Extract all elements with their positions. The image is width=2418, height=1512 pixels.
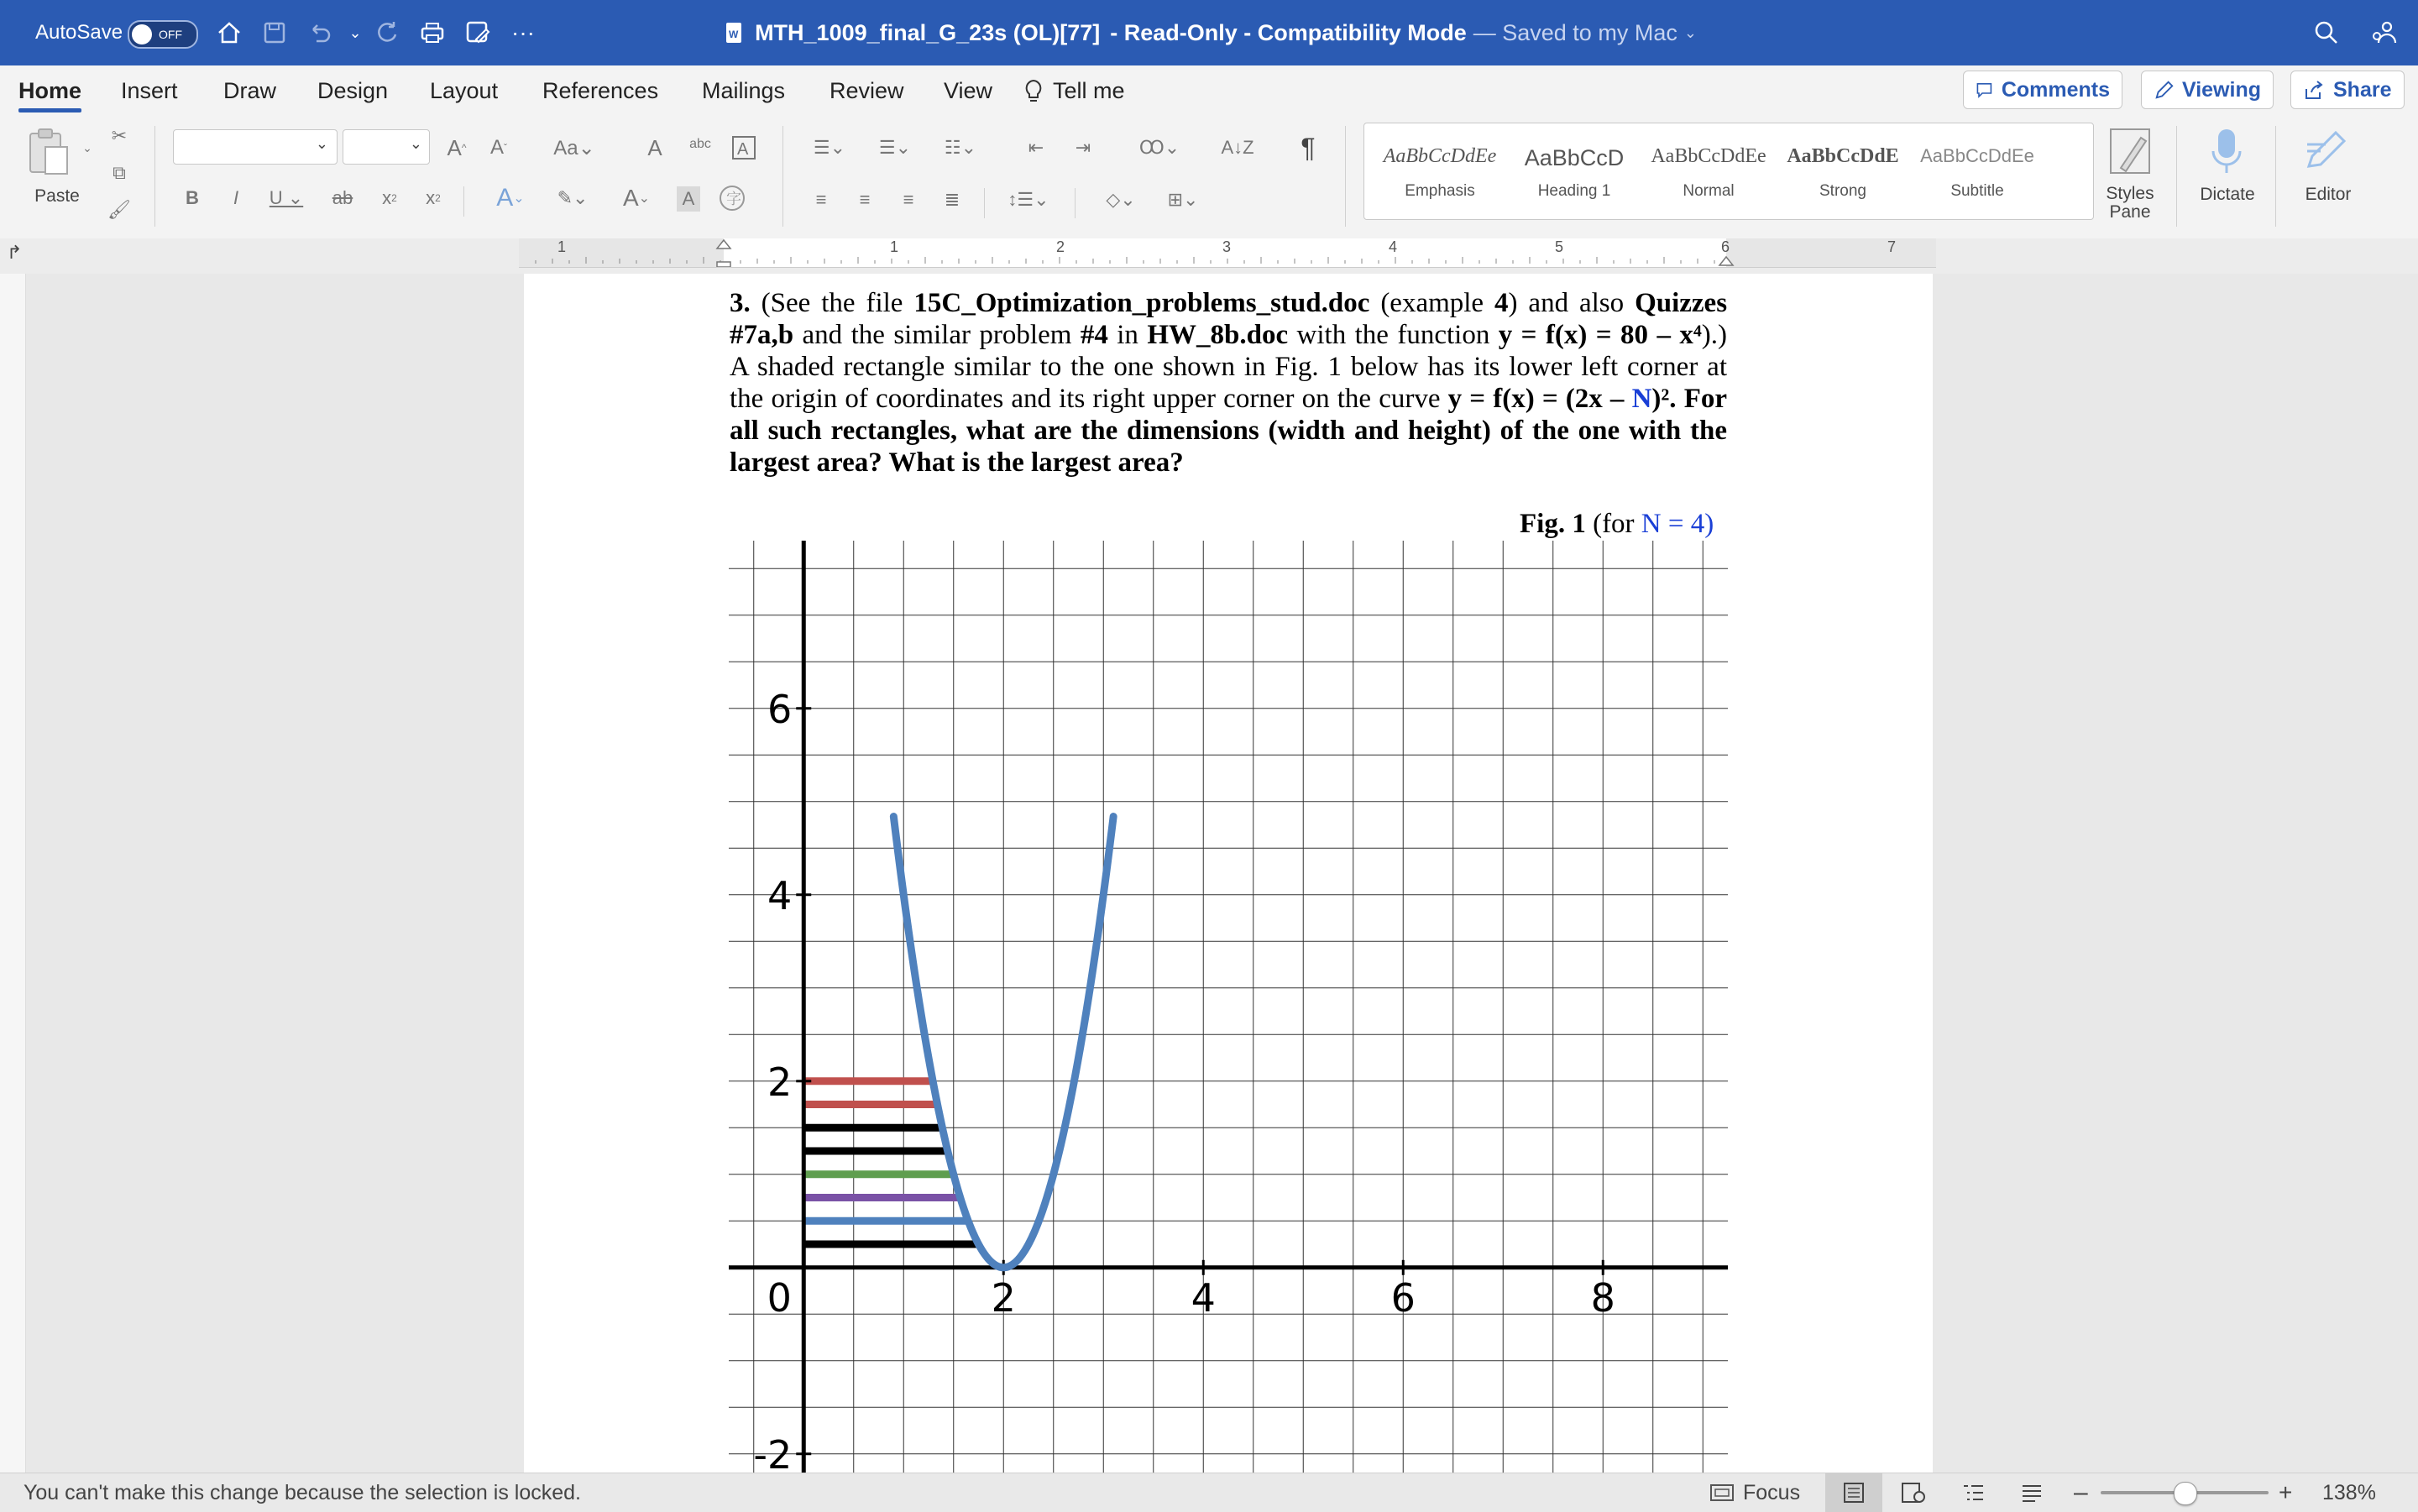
font-name-dropdown-icon[interactable]: ⌄ [315, 135, 328, 152]
y-tick-label: -2 [753, 1431, 793, 1473]
ribbon-separator [782, 126, 783, 227]
tab-draw[interactable]: Draw [223, 77, 277, 103]
autosave-label: AutoSave [35, 21, 123, 44]
svg-text:A: A [737, 140, 749, 159]
tab-layout[interactable]: Layout [430, 77, 499, 103]
tab-references[interactable]: References [542, 77, 659, 103]
style-strong[interactable] [1781, 130, 1905, 211]
share-icon [2303, 79, 2325, 101]
viewing-button[interactable] [2141, 71, 2274, 109]
problem-line [730, 383, 1727, 415]
ribbon-separator [984, 188, 985, 218]
style-heading-1[interactable] [1512, 130, 1636, 211]
tab-design[interactable]: Design [317, 77, 389, 103]
draft-view-icon[interactable] [2015, 1473, 2049, 1512]
parameter-n: N = 4 [1641, 509, 1705, 539]
y-tick-label: 4 [767, 872, 793, 918]
text-run: and the similar problem [802, 320, 1072, 350]
superscript-icon[interactable]: x 2 [426, 187, 441, 208]
text-run: (example [1380, 288, 1484, 318]
subscript-icon[interactable]: x 2 [382, 187, 397, 208]
x-tick-label: 2 [991, 1274, 1016, 1321]
document-title [0, 0, 2418, 65]
asian-layout-icon[interactable]: Ꝏ⌄ [1138, 137, 1180, 158]
ribbon-separator [463, 186, 464, 217]
change-case-icon[interactable]: Aa⌄ [553, 136, 595, 160]
tab-home[interactable]: Home [18, 74, 81, 107]
comments-button[interactable] [1963, 71, 2122, 109]
x-tick-label: 0 [767, 1274, 792, 1321]
graph-axes [729, 541, 1728, 1473]
viewing-label: Viewing [2181, 77, 2261, 102]
justify-icon[interactable]: ≣ [944, 189, 960, 210]
ribbon-separator [2275, 126, 2276, 227]
vertical-ruler [0, 274, 26, 1473]
y-tick-label: 2 [767, 1059, 793, 1105]
print-layout-view-icon[interactable] [1825, 1473, 1882, 1512]
editor-icon[interactable] [2302, 126, 2353, 176]
ruler-number: 7 [1887, 238, 1897, 255]
align-center-icon[interactable]: ≡ [859, 189, 871, 210]
ruler-number: 4 [1389, 238, 1398, 255]
zoom-in-button[interactable]: + [2279, 1479, 2293, 1505]
problem-line [730, 287, 1727, 319]
undo-dropdown-icon[interactable]: ⌄ [348, 24, 362, 41]
paste-icon[interactable] [24, 126, 74, 178]
format-painter-icon[interactable]: 🖌 [107, 199, 131, 220]
problem-number: 3. [730, 288, 751, 318]
tab-stop-selector-icon[interactable]: ↱ [7, 242, 23, 263]
status-message: You can't make this change because the selection is locked. [24, 1480, 581, 1504]
editor-label: Editor [2305, 185, 2352, 204]
ribbon-separator [2176, 126, 2177, 227]
focus-label: Focus [1743, 1480, 1801, 1504]
function-graph [729, 541, 1728, 1473]
zoom-out-button[interactable]: – [2074, 1478, 2088, 1506]
shading-icon[interactable]: ◇⌄ [1106, 189, 1136, 210]
style-sample: AaBbCcDdEe [1383, 145, 1497, 167]
paste-label: Paste [34, 186, 80, 206]
font-color-icon[interactable]: A ⌄ [622, 185, 651, 211]
x-tick-label: 8 [1590, 1274, 1615, 1321]
web-layout-view-icon[interactable] [1896, 1473, 1931, 1512]
ruler-number: 1 [557, 238, 567, 255]
character-shading-icon[interactable]: A [677, 186, 700, 212]
ribbon-separator [1075, 188, 1076, 218]
more-icon[interactable]: ··· [511, 19, 535, 45]
text-run: the origin of coordinates and its right upper corner on the curve [730, 384, 1441, 414]
curve-expression [1448, 384, 1677, 414]
y-tick-label: 6 [767, 686, 793, 732]
problem-line: largest area? What is the largest area? [730, 447, 1184, 478]
style-name: Heading 1 [1537, 182, 1611, 200]
figure-caption [1520, 509, 1714, 540]
ruler-number: 6 [1721, 238, 1730, 255]
ribbon-separator [154, 126, 155, 227]
function-expression: y = f(x) = 80 – x⁴ [1498, 320, 1702, 350]
text-run: (for [1593, 509, 1635, 539]
copy-icon[interactable]: ⧉ [113, 162, 126, 183]
sort-icon[interactable]: A↓Z [1221, 137, 1254, 158]
align-right-icon[interactable]: ≡ [903, 189, 914, 210]
style-subtitle[interactable] [1915, 130, 2039, 211]
font-name-field[interactable] [173, 129, 338, 165]
zoom-slider-thumb[interactable] [2174, 1482, 2197, 1505]
ribbon-separator [1345, 126, 1346, 227]
x-tick-label: 4 [1191, 1274, 1216, 1321]
word-doc-icon [721, 20, 746, 45]
style-sample: AaBbCcDdEe [1651, 145, 1766, 167]
tab-view[interactable]: View [944, 77, 993, 103]
parameter-n: N [1631, 384, 1652, 414]
quizzes-reference: Quizzes [1635, 288, 1728, 318]
autosave-state: OFF [159, 28, 182, 41]
search-icon[interactable] [2311, 17, 2342, 49]
increase-indent-icon[interactable]: ⇥ [1075, 137, 1091, 158]
text-run: )². [1651, 384, 1677, 414]
show-formatting-icon[interactable]: ¶ [1301, 132, 1316, 163]
numbering-icon[interactable]: ☰⌄ [878, 137, 912, 158]
styles-gallery [1363, 123, 2094, 220]
strikethrough-icon[interactable]: ab [332, 187, 353, 208]
style-sample: AaBbCcDdEe [1920, 145, 2034, 166]
borders-icon[interactable]: ⊞⌄ [1167, 189, 1199, 210]
dictate-label: Dictate [2200, 185, 2255, 204]
style-name: Strong [1819, 182, 1866, 200]
style-name: Normal [1683, 182, 1735, 200]
text-effects-icon[interactable]: A ⌄ [496, 184, 525, 212]
enclose-character-icon[interactable] [715, 181, 749, 215]
font-size-field[interactable] [343, 129, 430, 165]
underline-icon[interactable]: U ⌄ [269, 187, 304, 208]
paste-dropdown-icon[interactable]: ⌄ [82, 140, 92, 154]
line-spacing-icon[interactable]: ↕☰⌄ [1008, 189, 1049, 210]
highlight-icon[interactable]: ✎⌄ [557, 187, 589, 208]
text-run: ).) [1701, 320, 1727, 350]
italic-icon[interactable]: I [233, 187, 239, 208]
figure-label: Fig. 1 [1520, 509, 1586, 539]
share-button[interactable] [2290, 71, 2405, 109]
phonetic-guide-icon[interactable]: abc [689, 137, 711, 151]
style-normal[interactable] [1646, 130, 1771, 211]
text-run: ) and also [1508, 288, 1625, 318]
bold-icon[interactable]: B [186, 187, 199, 208]
text-run: in [1117, 320, 1138, 350]
align-left-icon[interactable]: ≡ [815, 189, 827, 210]
x-tick-label: 6 [1390, 1274, 1416, 1321]
saved-status[interactable]: — Saved to my Mac [1473, 19, 1677, 45]
file-reference: HW_8b.doc [1147, 320, 1289, 350]
comment-icon [1976, 79, 1993, 101]
tab-insert[interactable]: Insert [121, 77, 178, 103]
title-bar [0, 0, 2418, 65]
tab-mailings[interactable]: Mailings [702, 77, 786, 103]
tell-me-label: Tell me [1053, 77, 1125, 103]
text-run: with the function [1296, 320, 1490, 350]
example-number: 4 [1494, 288, 1509, 318]
tab-review[interactable]: Review [830, 77, 904, 103]
text-run: y = f(x) = (2x – [1447, 384, 1625, 414]
text-run: For [1683, 384, 1728, 414]
problem-text [730, 287, 1727, 479]
outline-view-icon[interactable] [1956, 1473, 1990, 1512]
account-icon[interactable] [2368, 17, 2400, 49]
pen-icon [2154, 78, 2175, 102]
problem-line: A shaded rectangle similar to the one shown in Fig. 1 below has its lower left corner at [730, 352, 1727, 382]
document-name: MTH_1009_final_G_23s (OL)[77] [755, 19, 1101, 45]
clear-formatting-icon[interactable]: A [647, 134, 662, 160]
bullets-icon[interactable]: ☰⌄ [813, 137, 846, 158]
font-size-dropdown-icon[interactable]: ⌄ [409, 135, 422, 152]
grow-font-icon[interactable]: A ^ [447, 134, 467, 160]
problem-reference: #4 [1080, 320, 1108, 350]
style-emphasis[interactable] [1378, 130, 1502, 211]
style-sample: AaBbCcD [1524, 145, 1625, 170]
saved-chevron-icon[interactable]: ⌄ [1683, 24, 1697, 41]
lightbulb-icon [1023, 78, 1044, 103]
microphone-icon[interactable] [2201, 126, 2252, 176]
zoom-level[interactable]: 138% [2322, 1480, 2376, 1504]
share-label: Share [2333, 77, 2392, 102]
character-border-icon[interactable] [727, 133, 761, 163]
file-reference: 15C_Optimization_problems_stud.doc [913, 288, 1370, 318]
horizontal-ruler[interactable] [519, 238, 1936, 268]
focus-button[interactable] [1709, 1473, 1800, 1512]
styles-pane-label: Styles Pane [2106, 184, 2154, 222]
ruler-number: 2 [1056, 238, 1065, 255]
shrink-font-icon[interactable]: A ˇ [489, 136, 507, 159]
focus-icon [1709, 1483, 1735, 1503]
decrease-indent-icon[interactable]: ⇤ [1028, 137, 1044, 158]
text-run: (See the file [761, 288, 903, 318]
style-name: Emphasis [1405, 182, 1475, 200]
zoom-slider[interactable] [2101, 1473, 2269, 1512]
status-bar [0, 1473, 2418, 1512]
cut-icon[interactable]: ✂ [111, 125, 128, 146]
comments-label: Comments [2001, 77, 2110, 102]
styles-pane-icon[interactable] [2106, 126, 2156, 176]
svg-text:字: 字 [726, 191, 741, 207]
multilevel-list-icon[interactable]: ☷⌄ [944, 137, 977, 158]
text-run: ) [1704, 509, 1714, 539]
ruler-number: 3 [1222, 238, 1232, 255]
svg-text:W: W [729, 29, 739, 40]
ruler-number: 5 [1555, 238, 1564, 255]
problem-line [730, 319, 1727, 351]
problem-line: all such rectangles, what are the dimensions (width and height) of the one with the [730, 416, 1727, 446]
ruler-number: 1 [890, 238, 899, 255]
graph-grid [729, 541, 1728, 1473]
tell-me[interactable] [1023, 74, 1125, 107]
style-name: Subtitle [1950, 182, 2004, 200]
document-mode: - Read-Only - Compatibility Mode [1110, 19, 1467, 45]
style-sample: AaBbCcDdE [1787, 145, 1899, 167]
quizzes-numbers: #7a,b [730, 320, 794, 350]
